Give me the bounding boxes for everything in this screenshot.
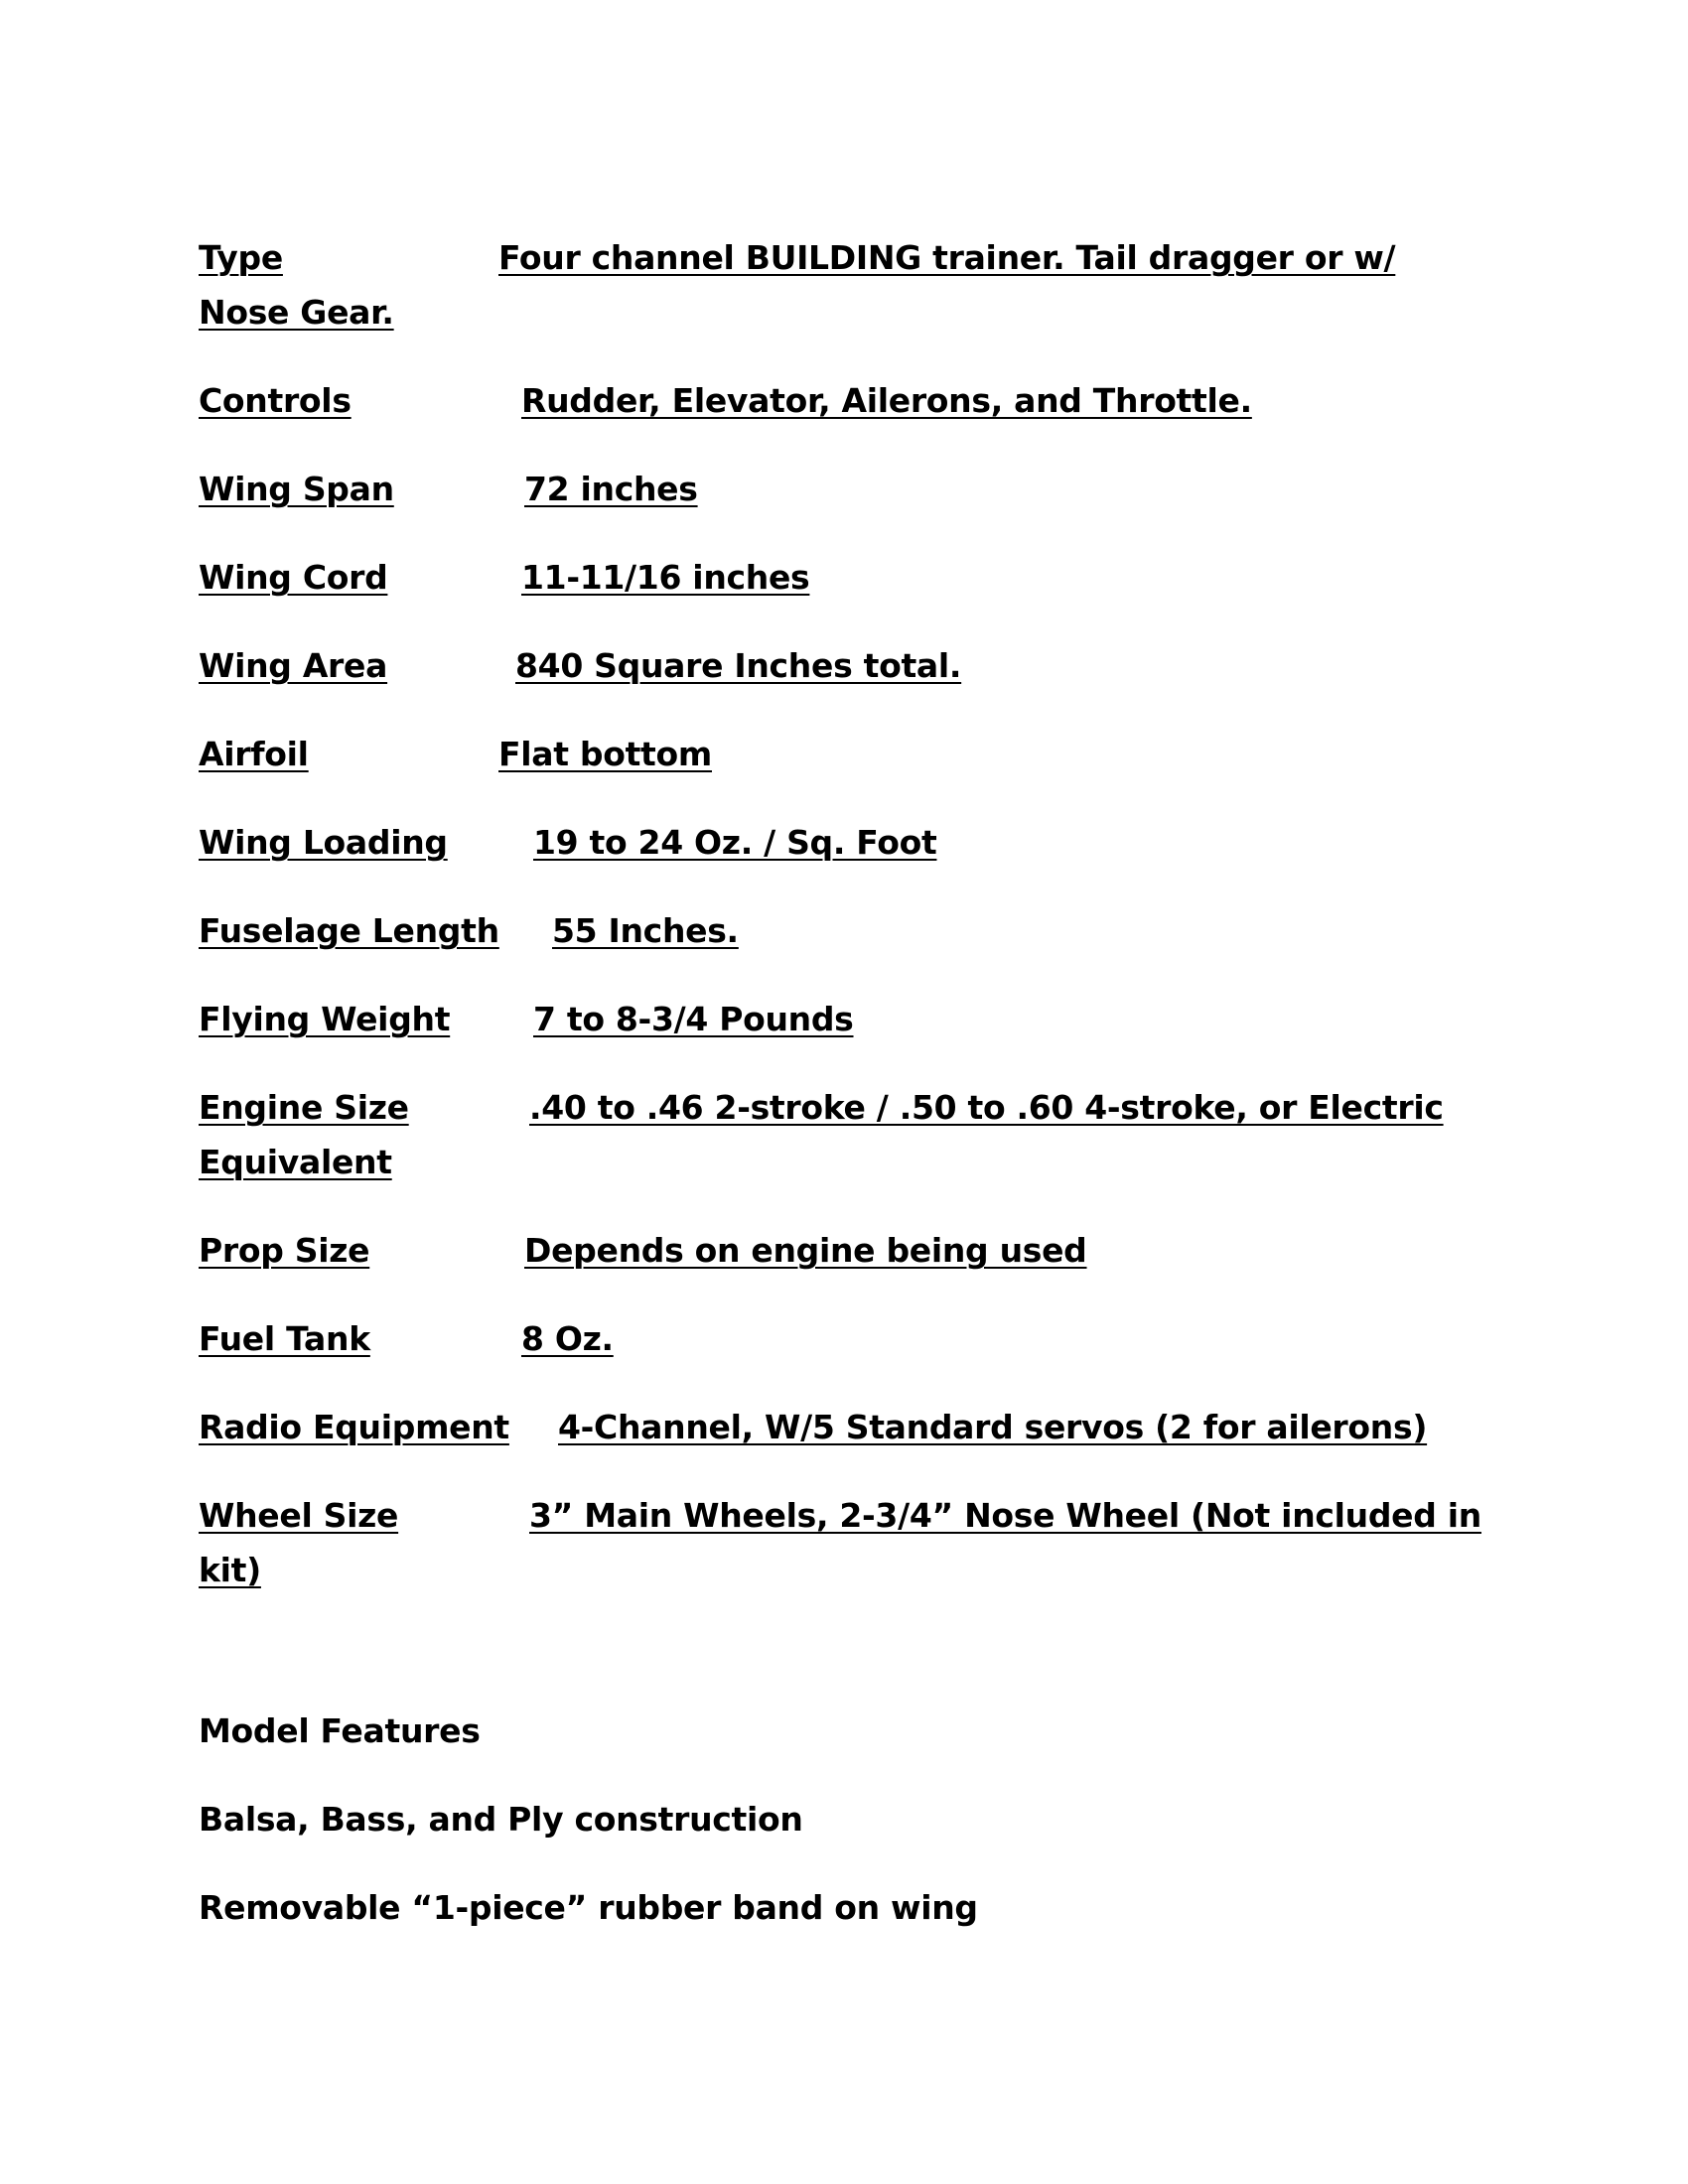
- spec-value: 55 Inches.: [552, 911, 739, 950]
- spec-label: Wing Cord: [199, 558, 388, 597]
- spec-value: 3” Main Wheels, 2-3/4” Nose Wheel (Not included in kit): [199, 1496, 1481, 1589]
- spec-label: Wheel Size: [199, 1496, 399, 1535]
- spec-value: .40 to .46 2-stroke / .50 to .60 4-stroke, or Electric Equivalent: [199, 1088, 1444, 1181]
- spec-type: [199, 230, 1489, 340]
- spec-label: Fuselage Length: [199, 911, 499, 950]
- spec-fuel-tank: [199, 1311, 1489, 1366]
- spec-value: 19 to 24 Oz. / Sq. Foot: [533, 823, 937, 862]
- spec-engine-size: [199, 1080, 1489, 1189]
- spec-label: Radio Equipment: [199, 1408, 509, 1446]
- spec-value: Flat bottom: [498, 735, 712, 773]
- spec-wheel-size: [199, 1488, 1489, 1597]
- model-features: [199, 1704, 1489, 1969]
- spec-radio-equipment: [199, 1400, 1489, 1454]
- spec-value: 8 Oz.: [521, 1319, 614, 1358]
- spec-label: Wing Span: [199, 470, 394, 508]
- spec-fuselage-length: [199, 903, 1489, 958]
- spec-label: Prop Size: [199, 1231, 370, 1270]
- spec-flying-weight: [199, 992, 1489, 1046]
- spec-wing-cord: [199, 550, 1489, 605]
- spec-wing-span: [199, 462, 1489, 516]
- spec-label: Engine Size: [199, 1088, 409, 1127]
- spec-value: 4-Channel, W/5 Standard servos (2 for ailerons): [558, 1408, 1428, 1446]
- spec-label: Wing Loading: [199, 823, 448, 862]
- spec-value: Four channel BUILDING trainer. Tail dragger or w/ Nose Gear.: [199, 238, 1396, 332]
- spec-controls: [199, 373, 1489, 428]
- spec-label: Flying Weight: [199, 1000, 451, 1038]
- spec-label: Wing Area: [199, 646, 388, 685]
- spec-value: 7 to 8-3/4 Pounds: [533, 1000, 854, 1038]
- spec-value: Depends on engine being used: [524, 1231, 1087, 1270]
- spec-wing-loading: [199, 815, 1489, 870]
- spec-label: Airfoil: [199, 735, 309, 773]
- features-heading: Model Features: [199, 1711, 481, 1750]
- spec-value: 72 inches: [524, 470, 698, 508]
- feature-item: Removable “1-piece” rubber band on wing: [199, 1888, 978, 1927]
- spec-list: [199, 230, 1489, 1631]
- feature-item: Balsa, Bass, and Ply construction: [199, 1800, 803, 1839]
- spec-value: 840 Square Inches total.: [515, 646, 962, 685]
- spec-label: Controls: [199, 381, 352, 420]
- spec-wing-area: [199, 638, 1489, 693]
- spec-value: Rudder, Elevator, Ailerons, and Throttle.: [521, 381, 1252, 420]
- spec-label: Type: [199, 238, 283, 277]
- spec-label: Fuel Tank: [199, 1319, 370, 1358]
- spec-airfoil: [199, 727, 1489, 781]
- spec-value: 11-11/16 inches: [521, 558, 810, 597]
- spec-prop-size: [199, 1223, 1489, 1278]
